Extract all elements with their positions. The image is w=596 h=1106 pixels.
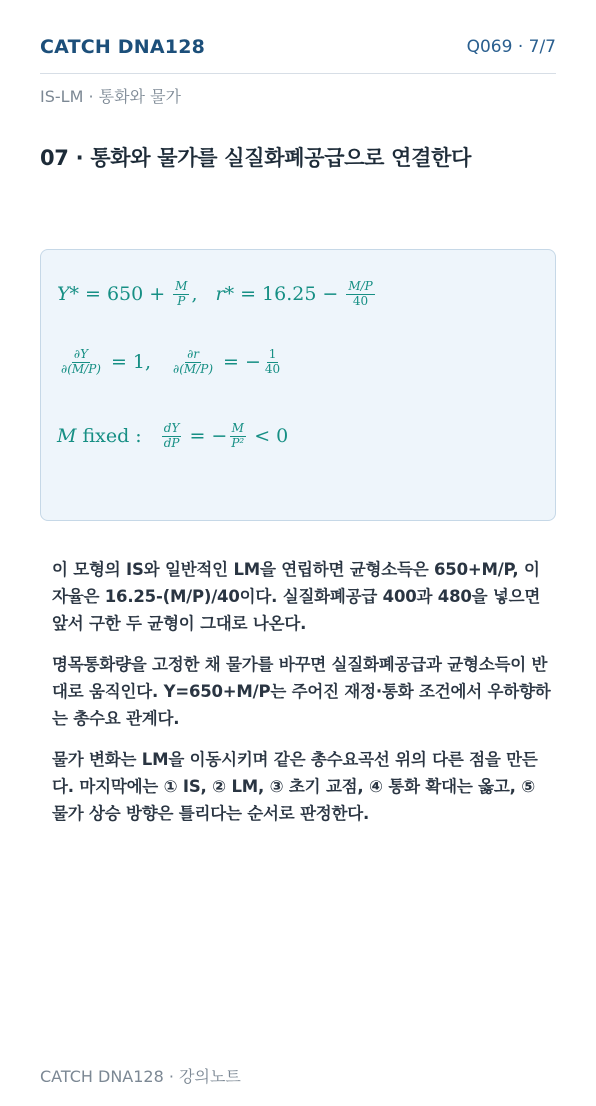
minus-sign: − — [244, 351, 261, 374]
less-than-zero: < 0 — [254, 425, 289, 448]
question-counter: Q069 · 7/7 — [466, 37, 556, 57]
brand-title: CATCH DNA128 — [40, 36, 206, 58]
paragraph: 이 모형의 IS와 일반적인 LM을 연립하면 균형소득은 650+M/P, 이자율은 16.25-(M/P)/40이다. 실질화폐공급 400과 480을 넣으면 앞서 구한 두 균형이 그대로 나온다. — [52, 560, 541, 633]
fraction-denominator: 40 — [264, 361, 281, 376]
page-header — [40, 36, 556, 74]
equals-sign: = — [189, 425, 206, 448]
dy-dp-fraction — [162, 422, 182, 451]
fraction-denominator: ∂(M/P) — [61, 361, 101, 376]
fraction-numerator: 1 — [268, 347, 277, 361]
fraction-numerator: M/P — [348, 279, 373, 293]
explanation-body — [52, 556, 552, 841]
equals-sign: = — [85, 283, 101, 306]
formula-box — [40, 249, 556, 521]
derivative-equations — [57, 348, 284, 377]
comma: , — [191, 283, 198, 306]
m-over-p-squared — [229, 422, 246, 451]
real-money-fraction — [173, 280, 189, 309]
y-constant: 650 — [106, 283, 144, 306]
r-star-symbol: r* — [215, 283, 235, 306]
breadcrumb: IS-LM · 통화와 물가 — [40, 87, 181, 106]
fixed-label: fixed : — [82, 425, 142, 448]
fraction-denominator: P² — [231, 435, 245, 450]
aggregate-demand-slope — [57, 422, 288, 451]
r-constant: 16.25 — [262, 283, 317, 306]
fraction-denominator: 40 — [352, 293, 369, 308]
fraction-numerator: dY — [163, 421, 180, 435]
fraction-numerator: M — [175, 279, 188, 293]
paragraph: 물가 변화는 LM을 이동시키며 같은 총수요곡선 위의 다른 점을 만든다. 마지막에는 ① IS, ② LM, ③ 초기 교점, ④ 통화 확대는 옳고, ⑤ 물가 상승 방향은 틀리다는 순서로 판정한다. — [52, 750, 538, 823]
plus-sign: + — [149, 283, 166, 306]
minus-sign: − — [211, 425, 228, 448]
derivative-value: 1 — [132, 351, 145, 374]
fraction-numerator: M — [231, 421, 244, 435]
page-title: 07 · 통화와 물가를 실질화폐공급으로 연결한다 — [40, 146, 472, 170]
interest-fraction — [346, 280, 374, 309]
comma: , — [145, 351, 152, 374]
dy-dmp-fraction — [59, 348, 103, 377]
fraction-denominator: P — [177, 293, 186, 308]
y-star-symbol: Y* — [57, 283, 80, 306]
fraction-denominator: dP — [163, 435, 180, 450]
minus-sign: − — [322, 283, 339, 306]
equals-sign: = — [240, 283, 257, 306]
fraction-denominator: ∂(M/P) — [173, 361, 214, 376]
dr-dmp-fraction — [171, 348, 215, 377]
derivative-value-fraction — [263, 348, 282, 377]
equilibrium-equations — [57, 280, 377, 309]
paragraph: 명목통화량을 고정한 채 물가를 바꾸면 실질화폐공급과 균형소득이 반대로 움직인다. Y=650+M/P는 주어진 재정·통화 조건에서 우하향하는 총수요 관계다. — [52, 655, 551, 728]
m-symbol: M — [57, 425, 77, 448]
equals-sign: = — [223, 351, 239, 374]
equals-sign: = — [110, 351, 127, 374]
page-footer: CATCH DNA128 · 강의노트 — [40, 1067, 241, 1086]
fraction-numerator: ∂Y — [73, 347, 89, 361]
fraction-numerator: ∂r — [187, 347, 200, 361]
